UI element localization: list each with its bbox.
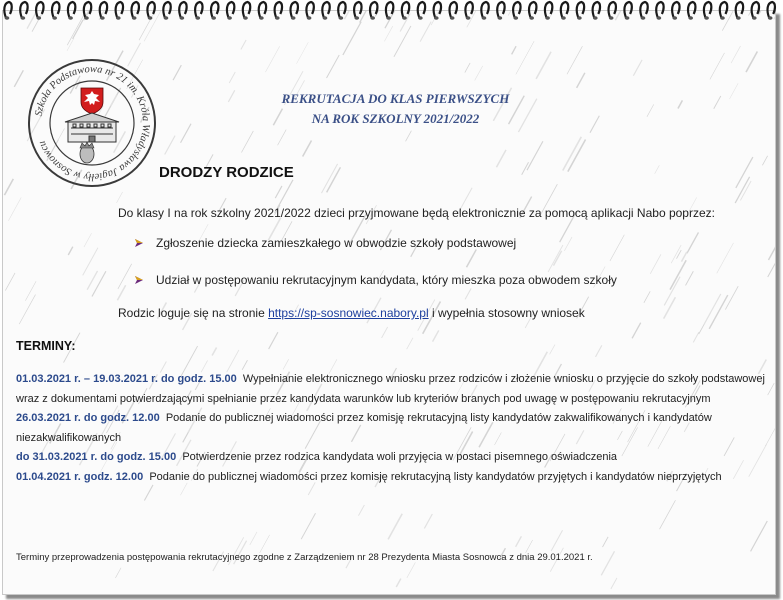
- texture-streak: [19, 295, 35, 325]
- king-portrait: [80, 142, 94, 163]
- texture-streak: [303, 140, 312, 156]
- texture-streak: [650, 254, 661, 273]
- eagle-emblem: [81, 88, 103, 114]
- texture-streak: [550, 345, 555, 355]
- texture-streak: [660, 500, 676, 529]
- texture-streak: [433, 330, 439, 341]
- texture-streak: [714, 96, 721, 109]
- texture-streak: [496, 150, 506, 167]
- texture-streak: [633, 60, 642, 76]
- texture-streak: [407, 338, 413, 349]
- texture-streak: [420, 22, 431, 42]
- nabory-link[interactable]: https://sp-sosnowiec.nabory.pl: [268, 306, 429, 320]
- texture-streak: [296, 42, 308, 64]
- texture-streak: [229, 72, 235, 83]
- texture-streak: [655, 165, 660, 174]
- texture-streak: [762, 156, 767, 166]
- binding-ring: [4, 2, 11, 20]
- binding-ring: [640, 2, 647, 20]
- binding-ring: [736, 2, 743, 20]
- texture-streak: [67, 38, 74, 51]
- binding-ring: [306, 2, 313, 20]
- texture-streak: [710, 53, 725, 79]
- texture-streak: [68, 247, 73, 255]
- texture-streak: [595, 345, 601, 357]
- texture-streak: [516, 536, 522, 547]
- texture-streak: [527, 141, 543, 170]
- texture-streak: [632, 323, 641, 339]
- term-date: 01.04.2021 r. godz. 12.00: [16, 470, 144, 483]
- texture-streak: [647, 104, 654, 116]
- login-instructions: [118, 306, 585, 320]
- texture-streak: [424, 514, 432, 528]
- binding-ring: [386, 2, 393, 20]
- list-item: [134, 270, 617, 289]
- texture-streak: [250, 532, 257, 545]
- binding-ring: [513, 2, 520, 20]
- texture-streak: [301, 513, 315, 539]
- texture-streak: [87, 271, 97, 290]
- texture-streak: [115, 568, 121, 578]
- binding-ring: [593, 2, 600, 20]
- term-date: 01.03.2021 r. – 19.03.2021 r. do godz. 15.00: [16, 373, 237, 385]
- binding-ring: [84, 2, 91, 20]
- binding-ring: [656, 2, 663, 20]
- heading-line-2: NA ROK SZKOLNY 2021/2022: [311, 111, 480, 126]
- texture-streak: [144, 485, 153, 501]
- texture-streak: [8, 198, 21, 221]
- texture-streak: [725, 286, 738, 309]
- terms-list: [16, 370, 771, 487]
- binding-ring: [20, 2, 27, 20]
- binding-ring: [672, 2, 679, 20]
- texture-streak: [671, 245, 681, 263]
- binding-ring: [450, 2, 457, 20]
- list-item-text: Udział w postępowaniu rekrutacyjnym kandydata, który mieszka poza obwodem szkoły: [156, 272, 617, 287]
- texture-streak: [751, 521, 768, 551]
- texture-streak: [551, 530, 562, 551]
- binding-ring: [465, 2, 472, 20]
- texture-streak: [676, 250, 681, 259]
- binding-ring: [768, 2, 775, 20]
- texture-streak: [567, 46, 582, 74]
- texture-streak: [704, 294, 720, 324]
- binding-ring: [338, 2, 345, 20]
- binding-ring: [116, 2, 123, 20]
- binding-ring: [100, 2, 107, 20]
- school-building-icon: [65, 113, 119, 142]
- texture-streak: [465, 63, 470, 73]
- binding-ring: [561, 2, 568, 20]
- texture-streak: [475, 66, 483, 81]
- binding-ring: [497, 2, 504, 20]
- texture-streak: [731, 46, 740, 63]
- binding-ring: [529, 2, 536, 20]
- term-text: Potwierdzenie przez rodzica kandydata woli przyjęcia w postaci pisemnego oświadczenia: [182, 451, 618, 463]
- texture-streak: [396, 579, 401, 587]
- term-entry: [16, 409, 771, 448]
- texture-streak: [343, 22, 361, 55]
- spiral-binding: [0, 0, 783, 22]
- texture-streak: [275, 186, 282, 198]
- texture-streak: [465, 288, 471, 299]
- texture-streak: [165, 136, 175, 155]
- term-date: 26.03.2021 r. do godz. 12.00: [16, 412, 160, 424]
- texture-streak: [687, 232, 699, 253]
- enrollment-methods-list: [134, 233, 617, 289]
- texture-streak: [269, 332, 278, 349]
- texture-streak: [92, 271, 106, 296]
- texture-streak: [768, 227, 775, 260]
- texture-streak: [590, 116, 599, 133]
- texture-streak: [644, 291, 650, 302]
- heading-line-1: REKRUTACJA DO KLAS PIERWSZYCH: [281, 91, 510, 106]
- login-prefix: Rodzic loguje się na stronie: [118, 306, 265, 320]
- seal-text: Szkoła Podstawowa nr 21 im. Króla Władysława Jagiełły w Sosnowcu: [33, 63, 152, 183]
- texture-streak: [241, 40, 246, 50]
- texture-streak: [260, 535, 270, 553]
- texture-streak: [681, 252, 686, 262]
- texture-streak: [536, 52, 551, 79]
- binding-ring: [132, 2, 139, 20]
- term-entry: [16, 468, 771, 488]
- terms-title: TERMINY:: [16, 339, 76, 353]
- texture-streak: [181, 124, 191, 143]
- binding-ring: [481, 2, 488, 20]
- texture-streak: [577, 73, 585, 88]
- binding-ring: [688, 2, 695, 20]
- binding-ring: [36, 2, 43, 20]
- binding-ring: [227, 2, 234, 20]
- binding-ring: [720, 2, 727, 20]
- term-text: Wypełnianie elektronicznego wniosku przez rodziców i złożenie wniosku o przyjęcie do szkoły podstawowej wraz z dokumentami potwierdzającymi spełnianie przez kandydata warunków lub kryteriów branych pod uwagę w postępowaniu rekrutacyjnym: [16, 373, 765, 405]
- notice-page: [2, 10, 776, 595]
- binding-ring: [291, 2, 298, 20]
- binding-ring: [370, 2, 377, 20]
- texture-streak: [25, 281, 36, 301]
- texture-streak: [14, 70, 23, 86]
- binding-ring: [322, 2, 329, 20]
- texture-streak: [664, 297, 676, 318]
- texture-streak: [693, 332, 699, 342]
- texture-streak: [242, 360, 247, 370]
- list-item-text: Zgłoszenie dziecka zamieszkałego w obwodzie szkoły podstawowej: [156, 235, 517, 250]
- texture-streak: [382, 327, 388, 338]
- texture-streak: [407, 562, 415, 577]
- texture-streak: [227, 350, 239, 372]
- texture-streak: [283, 359, 289, 369]
- texture-streak: [265, 46, 279, 72]
- texture-streak: [670, 260, 686, 289]
- term-entry: [16, 370, 771, 409]
- binding-ring: [354, 2, 361, 20]
- binding-ring: [752, 2, 759, 20]
- term-date: do 31.03.2021 r. do godz. 15.00: [16, 451, 177, 463]
- binding-ring: [275, 2, 282, 20]
- texture-streak: [83, 248, 98, 276]
- greeting: DRODZY RODZICE: [159, 164, 294, 181]
- binding-ring: [402, 2, 409, 20]
- texture-streak: [384, 26, 392, 41]
- binding-ring: [259, 2, 266, 20]
- footnote: Terminy przeprowadzenia postępowania rekrutacyjnego zgodne z Zarządzeniem nr 28 Prezydenta Miasta Sosnowca z dnia 29.01.2021 r.: [16, 552, 593, 563]
- binding-ring: [609, 2, 616, 20]
- binding-ring: [704, 2, 711, 20]
- binding-ring: [68, 2, 75, 20]
- binding-ring: [577, 2, 584, 20]
- texture-streak: [406, 131, 412, 142]
- texture-streak: [117, 192, 123, 203]
- texture-streak: [241, 131, 253, 153]
- texture-streak: [686, 271, 694, 285]
- texture-streak: [664, 277, 680, 306]
- texture-streak: [526, 540, 533, 553]
- binding-ring: [434, 2, 441, 20]
- binding-ring: [243, 2, 250, 20]
- texture-streak: [321, 164, 337, 193]
- texture-streak: [394, 26, 411, 57]
- binding-ring: [211, 2, 218, 20]
- binding-ring: [147, 2, 154, 20]
- texture-streak: [678, 100, 682, 108]
- texture-streak: [746, 52, 757, 73]
- binding-ring: [163, 2, 170, 20]
- texture-streak: [118, 264, 132, 289]
- school-seal: [27, 58, 157, 188]
- binding-ring: [179, 2, 186, 20]
- announcement-heading: [203, 89, 588, 129]
- texture-streak: [512, 46, 516, 54]
- texture-streak: [717, 243, 734, 273]
- binding-ring: [418, 2, 425, 20]
- texture-streak: [278, 130, 287, 146]
- texture-streak: [212, 347, 216, 355]
- texture-streak: [611, 578, 617, 589]
- texture-streak: [327, 55, 340, 78]
- binding-ring: [195, 2, 202, 20]
- intro-text: Do klasy I na rok szkolny 2021/2022 dzieci przyjmowane będą elektronicznie za pomocą aplikacji Nabo poprzez:: [118, 206, 715, 220]
- texture-streak: [709, 295, 728, 329]
- bullet-arrow-icon: [134, 238, 144, 248]
- texture-streak: [388, 514, 402, 540]
- texture-streak: [5, 273, 15, 291]
- term-text: Podanie do publicznej wiadomości przez komisję rekrutacyjną listy kandydatów zakwalifikowanych i kandydatów niezakwalifikowanych: [16, 412, 712, 444]
- binding-ring: [624, 2, 631, 20]
- texture-streak: [601, 551, 614, 575]
- login-suffix: i wypełnia stosowny wniosek: [431, 306, 585, 320]
- texture-streak: [73, 20, 83, 39]
- list-item: [134, 233, 617, 252]
- binding-ring: [52, 2, 59, 20]
- texture-streak: [516, 41, 534, 74]
- term-text: Podanie do publicznej wiadomości przez komisję rekrutacyjną listy kandydatów przyjętych i kandydatów nieprzyjętych: [149, 470, 722, 483]
- texture-streak: [602, 537, 608, 547]
- binding-ring: [545, 2, 552, 20]
- bullet-arrow-icon: [134, 275, 144, 285]
- texture-streak: [4, 179, 13, 195]
- texture-streak: [84, 233, 92, 247]
- term-entry: [16, 448, 771, 468]
- texture-streak: [730, 83, 739, 99]
- texture-streak: [173, 65, 181, 80]
- texture-streak: [358, 505, 364, 516]
- texture-streak: [735, 177, 749, 203]
